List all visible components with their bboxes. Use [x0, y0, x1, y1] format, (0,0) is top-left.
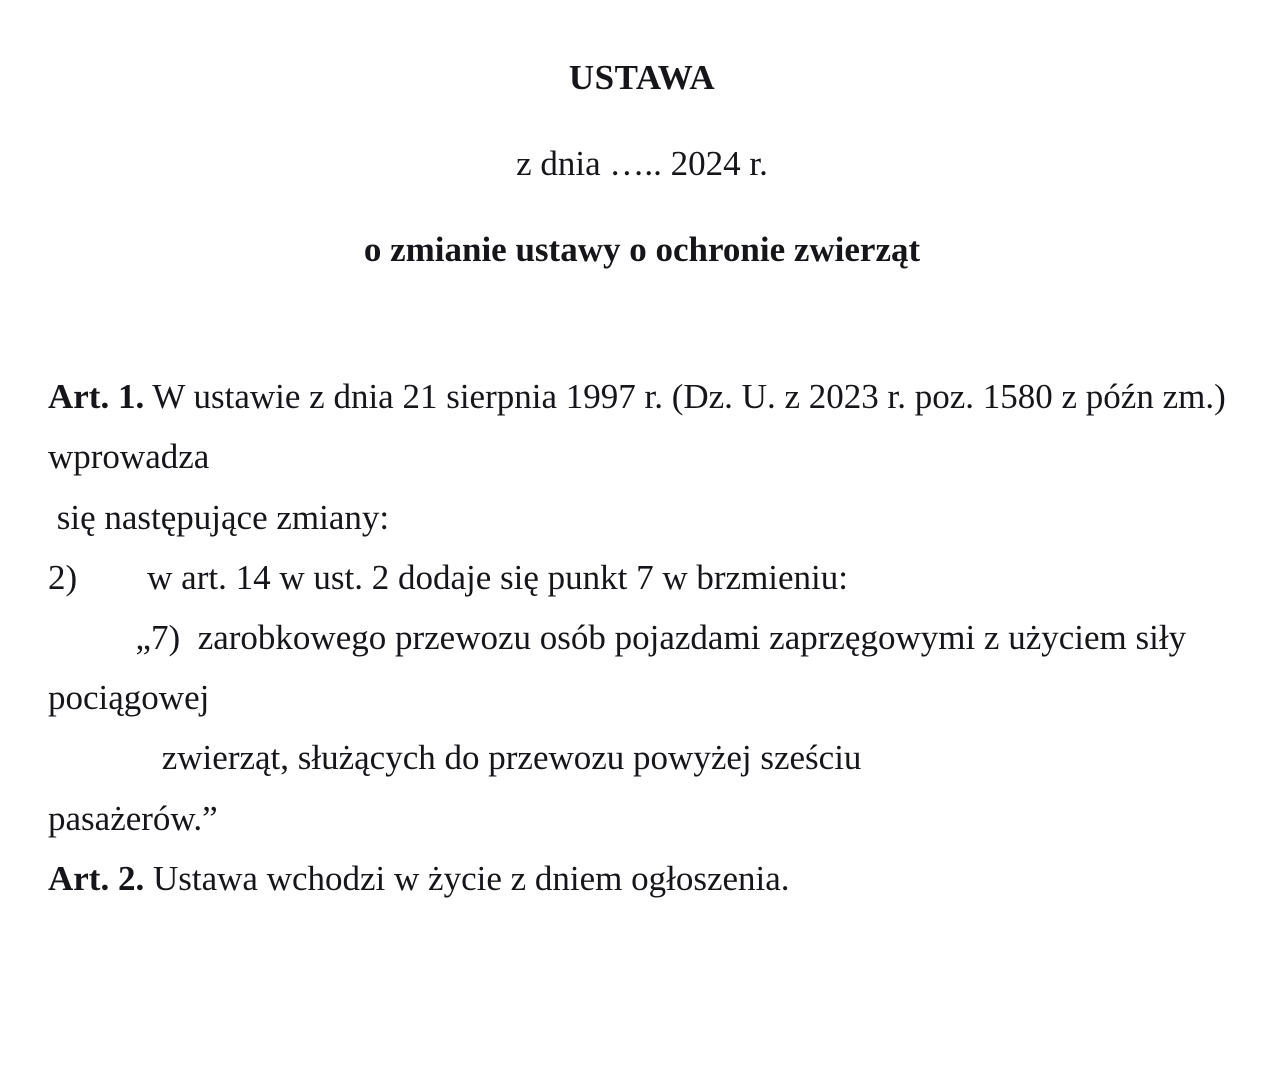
- page-title: USTAWA: [568, 58, 716, 97]
- body-line-3: „7) zarobkowego przewozu osób pojazdami zaprzęgowymi z użyciem siły pociągowej: [48, 618, 1195, 718]
- body-line-1: się następujące zmiany:: [48, 497, 390, 537]
- article-2-paragraph: [48, 849, 1236, 909]
- body-line-5: pasażerów.”: [48, 798, 218, 838]
- article-1-paragraph: [48, 367, 1236, 487]
- document-body: [48, 367, 1236, 909]
- article-1-text: W ustawie z dnia 21 sierpnia 1997 r. (Dz. U. z 2023 r. poz. 1580 z późn zm.) wprowadza: [48, 377, 1235, 477]
- body-line-4: zwierząt, służących do przewozu powyżej sześciu: [48, 738, 862, 778]
- article-2-label: Art. 2.: [48, 858, 145, 898]
- document-subtitle: o zmianie ustawy o ochronie zwierząt: [363, 229, 921, 269]
- article-2-text: Ustawa wchodzi w życie z dniem ogłoszenia.: [144, 858, 790, 898]
- body-line-2: 2) w art. 14 w ust. 2 dodaje się punkt 7 w brzmieniu:: [48, 557, 849, 597]
- article-1-label: Art. 1.: [48, 377, 145, 417]
- document-date-line: z dnia ….. 2024 r.: [516, 143, 768, 183]
- document-header: [48, 56, 1236, 271]
